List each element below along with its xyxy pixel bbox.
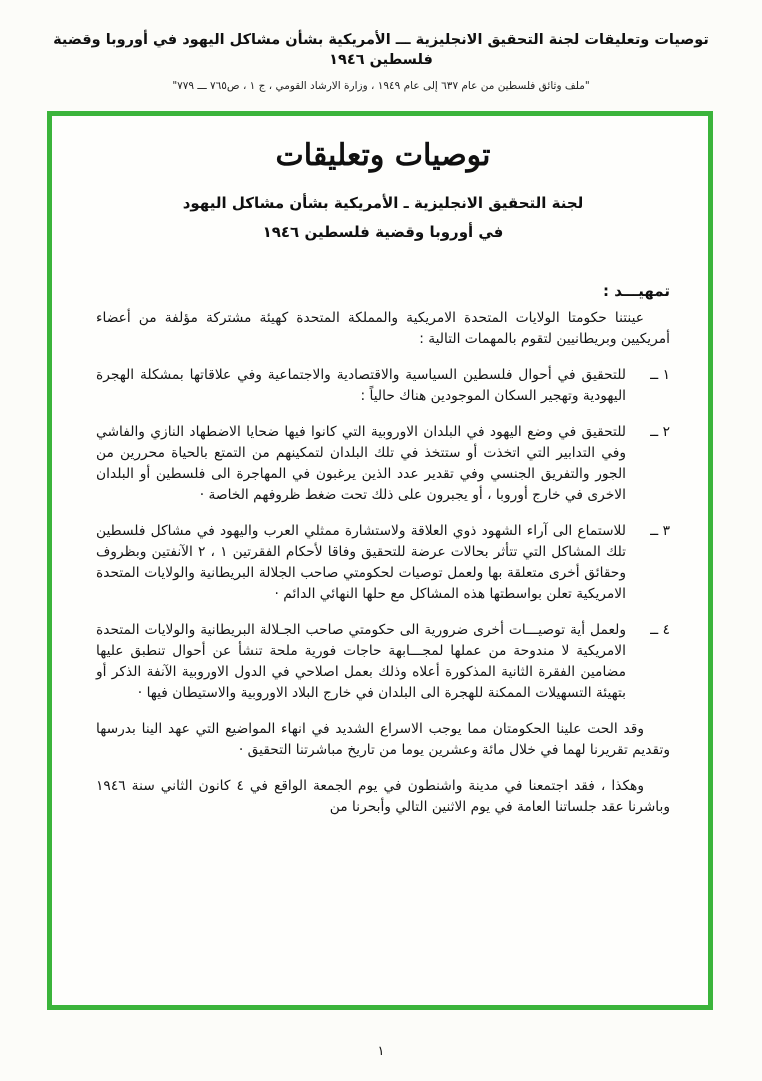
numbered-item-3 bbox=[96, 521, 670, 605]
intro-paragraph: عينتنا حكومتا الولايات المتحدة الامريكية والمملكة المتحدة كهيئة مشتركة مؤلفة من أعضاء أمريكيين وبريطانيين لتقوم بالمهمات التالية : bbox=[96, 310, 670, 347]
item-text: للاستماع الى آراء الشهود ذوي العلاقة ولاستشارة ممثلي العرب واليهود في مشاكل فلسطين تلك المشاكل التي تتأثر بحالات عرضة للتحقيق وفاقا لأحكام الفقرتين ١ ، ٢ الآنفتين وبظروف وحقائق أخرى متعلقة بها ولعمل توصيات لحكومتي صاحب الجلالة البريطانية والولايات المتحدة الامريكية تعلن بواسطتها هذه المشاكل مع حلها النهائي الدائم · bbox=[96, 523, 626, 602]
item-text: ولعمل أية توصيـــات أخرى ضرورية الى حكومتي صاحب الجـلالة البريطانية والولايات المتحدة الامريكية لا مندوحة من عملها لمجـــابهة حاجات فورية ملحة تنشأ عن أحوال تنطبق عليها مضامين الفقرة الثانية المذكورة أعلاه وذلك بعمل اصلاحي في الدول الاوروبية الآنفة الذكر أو بتهيئة التسهيلات الممكنة للهجرة الى البلدان في خارج البلاد الاوروبية والاستيطان فيها · bbox=[96, 622, 626, 701]
closing-paragraph-1: وقد الحت علينا الحكومتان مما يوجب الاسراع الشديد في انهاء المواضيع التي عهد الينا بدرسها وتقديم تقريرنا لهما في خلال مائة وعشرين يوما من تاريخ مباشرتنا التحقيق · bbox=[96, 721, 670, 758]
item-marker: ٣ ــ bbox=[650, 523, 670, 539]
document-subtitle-line1: لجنة التحقيق الانجليزية ـ الأمريكية بشأن مشاكل اليهود bbox=[182, 194, 584, 212]
header-title: توصيات وتعليقات لجنة التحقيق الانجليزية ـــ الأمريكية بشأن مشاكل اليهود في أوروبا وقضية فلسطين ١٩٤٦ bbox=[53, 32, 709, 69]
closing-paragraph-2: وهكذا ، فقد اجتمعنا في مدينة واشنطون في يوم الجمعة الواقع في ٤ كانون الثاني سنة ١٩٤٦ وباشرنا عقد جلساتنا العامة في يوم الاثنين التالي وأبحرنا من bbox=[96, 778, 670, 815]
document-subtitle-line2: في أوروبا وقضية فلسطين ١٩٤٦ bbox=[262, 222, 504, 241]
numbered-item-2 bbox=[96, 422, 670, 506]
page-number: ١ bbox=[377, 1044, 385, 1059]
item-marker: ١ ــ bbox=[650, 367, 670, 383]
preamble-label: تمهيـــد : bbox=[603, 282, 670, 300]
item-text: للتحقيق في وضع اليهود في البلدان الاوروبية التي كانوا فيها ضحايا الاضطهاد النازي والفاشي وفي التدابير التي اتخذت أو ستتخذ في تلك البلدان لتمكينهم من التمتع بالحياة محررين من الجور والتفريق الجنسي وفي تقدير عدد الذين يرغبون في المهاجرة الى فلسطين أو البلدان الاخرى في خارج أوروبا ، أو يجبرون على ذلك تحت ضغط ظروفهم الخاصة · bbox=[96, 424, 626, 503]
document-frame bbox=[47, 111, 713, 1010]
numbered-item-1 bbox=[96, 365, 670, 407]
document-title: توصيات وتعليقات bbox=[275, 138, 491, 173]
header-source-citation: "ملف وثائق فلسطين من عام ٦٣٧ إلى عام ١٩٤٩ ، وزارة الارشاد القومي ، ج ١ ، ص٧٦٥ ـــ ٧٧٩" bbox=[172, 79, 590, 92]
item-marker: ٤ ــ bbox=[650, 622, 670, 638]
numbered-item-4 bbox=[96, 620, 670, 704]
document-subtitle bbox=[96, 189, 670, 246]
page-header bbox=[0, 0, 762, 92]
item-text: للتحقيق في أحوال فلسطين السياسية والاقتصادية والاجتماعية وفي علاقاتها بمشكلة الهجرة اليهودية وتهجير السكان الموجودين هناك حالياً : bbox=[96, 367, 626, 404]
item-marker: ٢ ــ bbox=[650, 424, 670, 440]
